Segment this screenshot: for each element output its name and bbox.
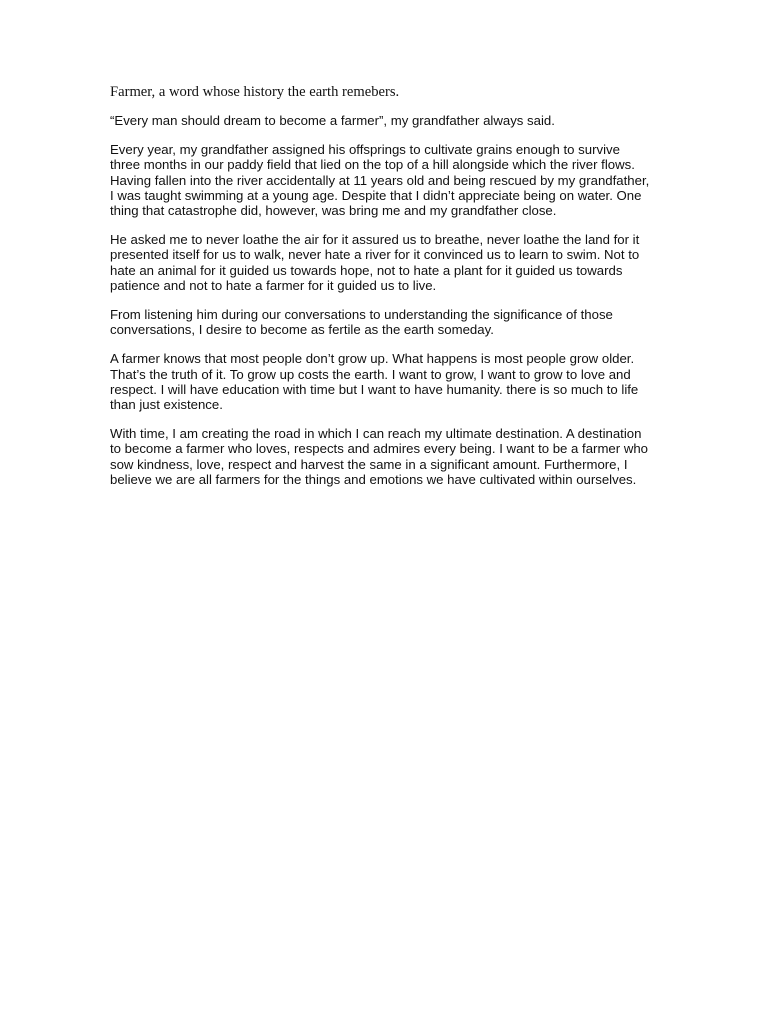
- paragraph-never-loathe: He asked me to never loathe the air for it assured us to breathe, never loathe the land for it presented itself for us to walk, never hate a river for it convinced us to learn to swim. Not to hate an animal for it guided us towards hope, not to hate a plant for it guided us towards patience and not to hate a farmer for it guided us to live.: [110, 232, 640, 293]
- paragraph-quote: “Every man should dream to become a farmer”, my grandfather always said.: [110, 113, 555, 128]
- paragraph-destination: With time, I am creating the road in which I can reach my ultimate destination. A destination to become a farmer who loves, respects and admires every being. I want to be a farmer who sow kindness, love, respect and harvest the same in a significant amount. Furthermore, I believe we are all farmers for the things and emotions we have cultivated within ourselves.: [110, 426, 649, 487]
- document-title: Farmer, a word whose history the earth remebers.: [110, 84, 400, 100]
- document-body: [110, 83, 700, 501]
- paragraph-listening: From listening him during our conversations to understanding the significance of those conversations, I desire to become as fertile as the earth someday.: [110, 307, 613, 338]
- paragraph-paddy-field: Every year, my grandfather assigned his offsprings to cultivate grains enough to survive three months in our paddy field that lied on the top of a hill alongside which the river flows. Having fallen into the river accidentally at 11 years old and being rescued by my grandfather, I was taught swimming at a young age. Despite that I didn’t appreciate being on water. One thing that catastrophe did, however, was bring me and my grandfather close.: [110, 142, 650, 219]
- paragraph-grow-up: A farmer knows that most people don’t grow up. What happens is most people grow older. That’s the truth of it. To grow up costs the earth. I want to grow, I want to grow to love and respect. I will have education with time but I want to have humanity. there is so much to life than just existence.: [110, 351, 639, 413]
